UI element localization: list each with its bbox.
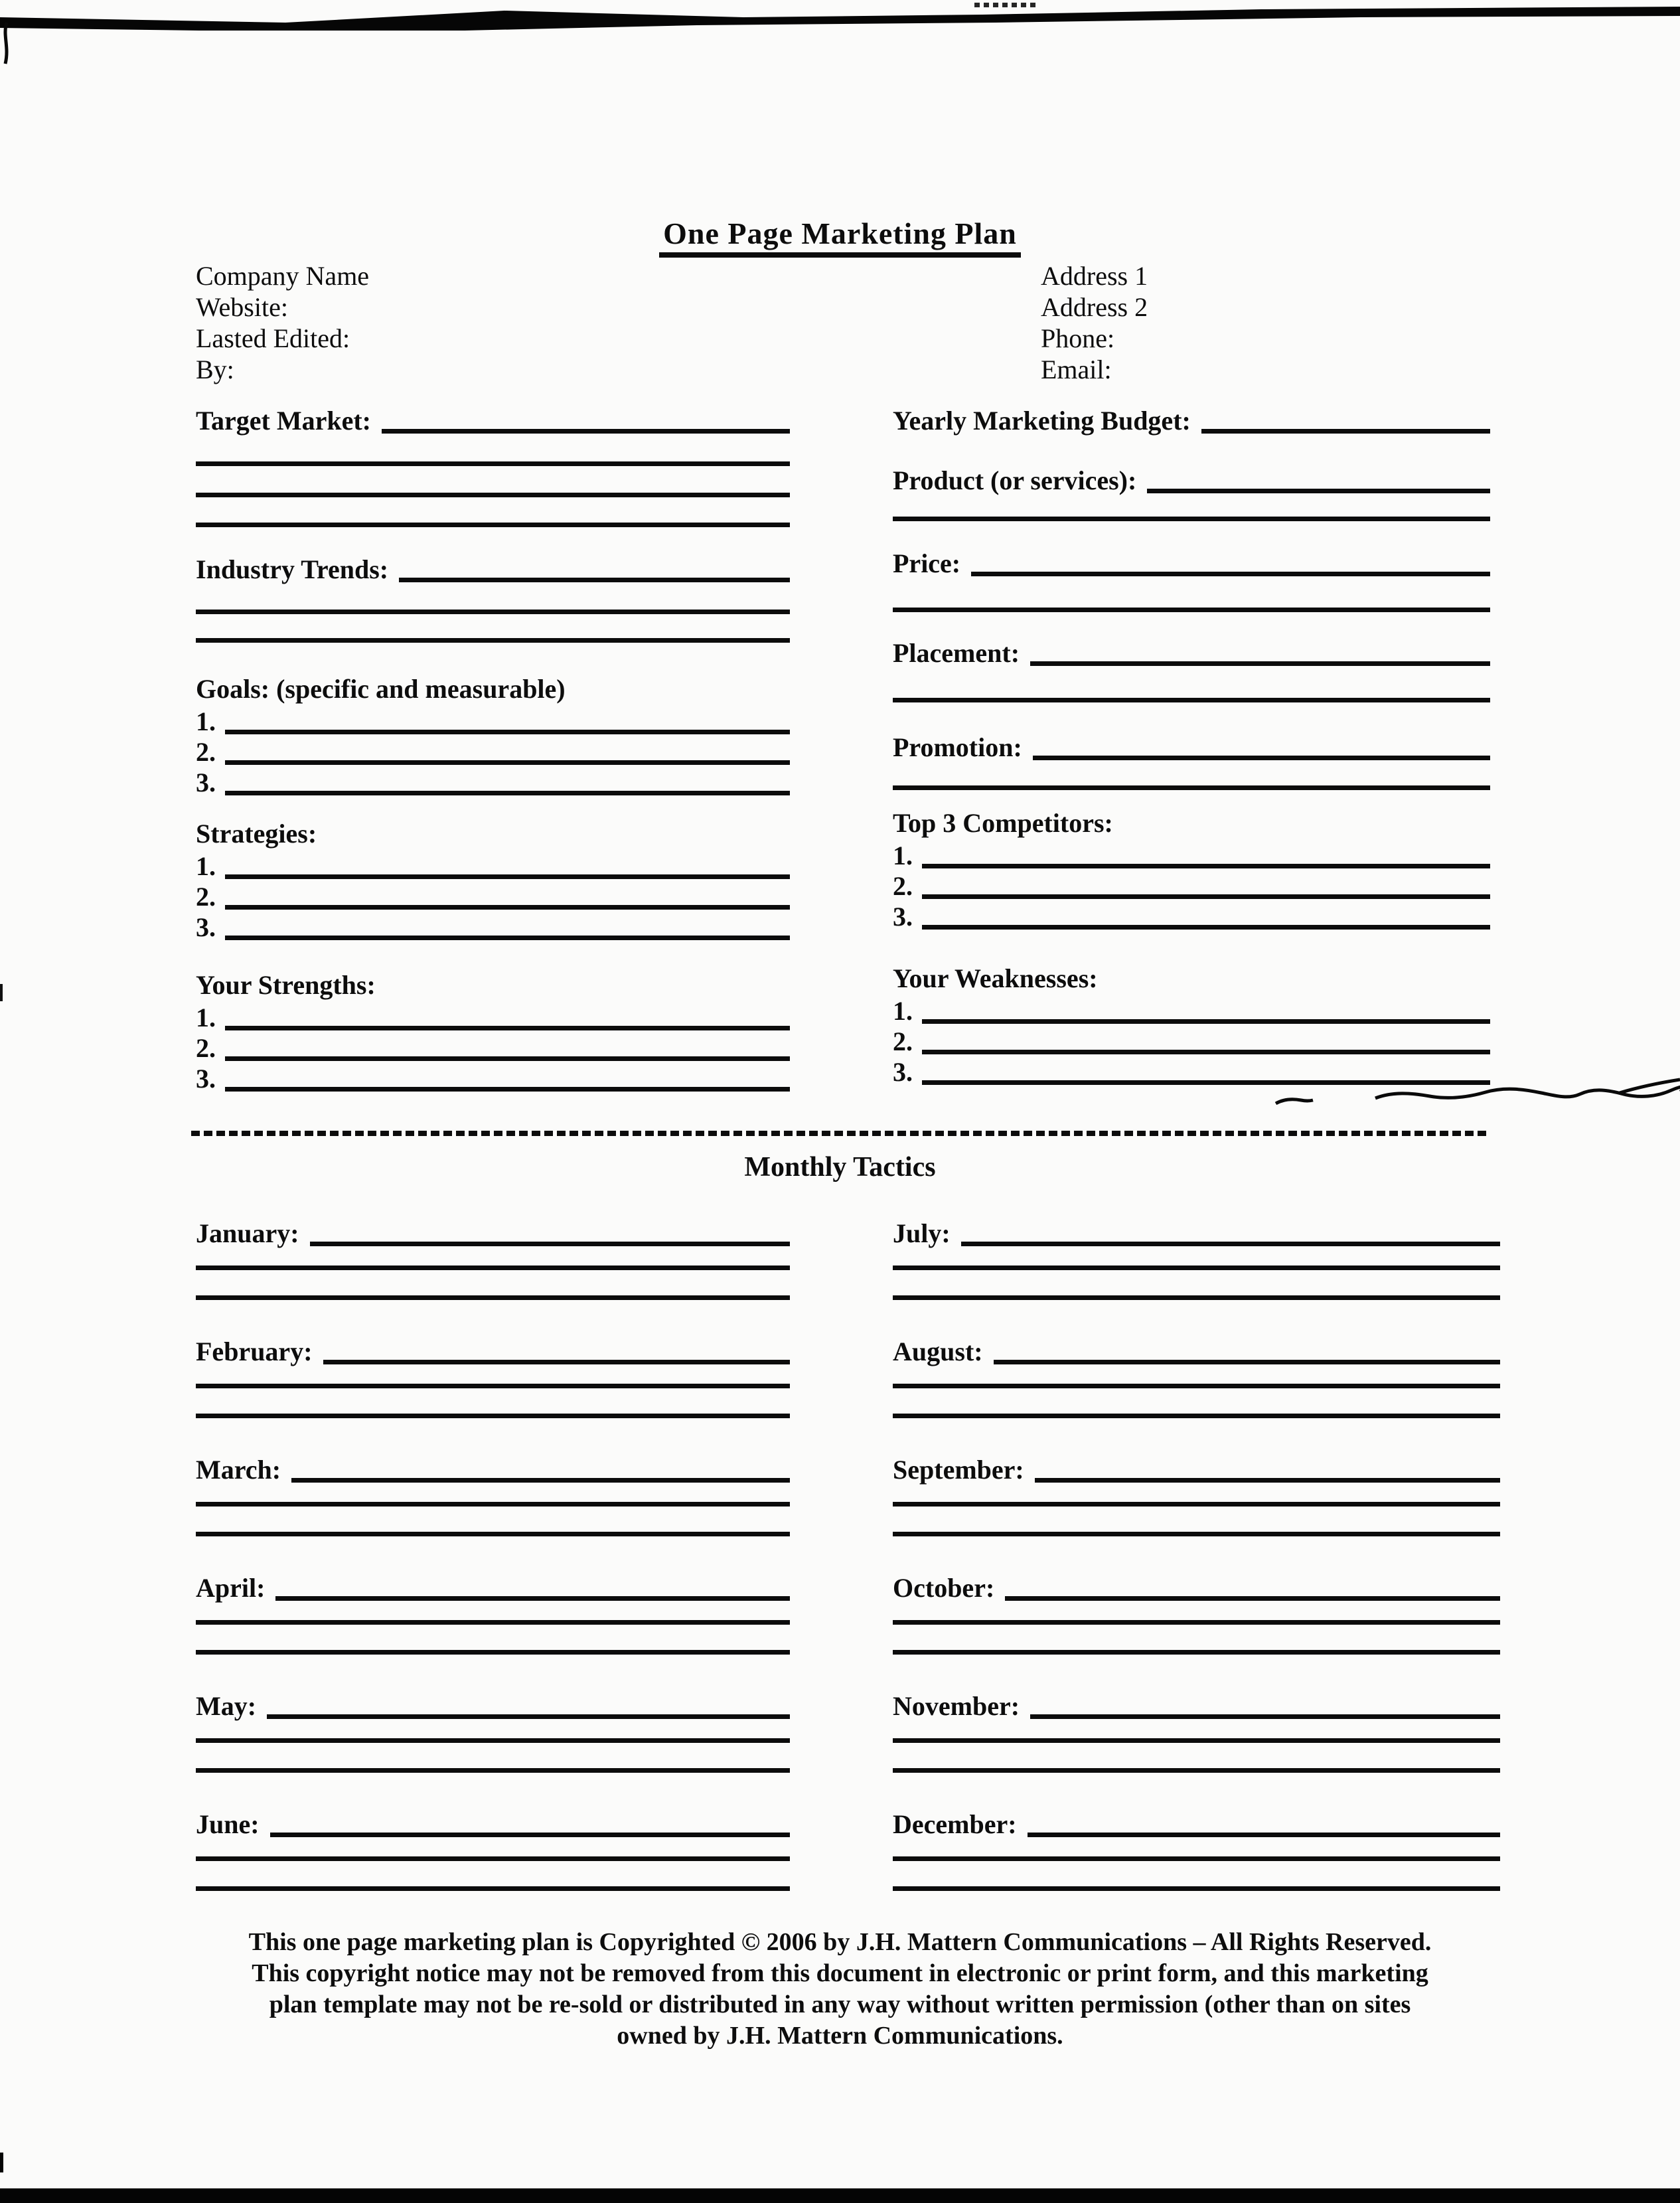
- blank-line: [893, 1485, 1500, 1507]
- strategies-heading: Strategies:: [196, 819, 317, 849]
- placement-label: Placement:: [893, 638, 1020, 668]
- month-block-july: [893, 1208, 1500, 1327]
- blank-line: [1005, 1596, 1500, 1601]
- bottom-edge-scan-tick: [0, 2153, 3, 2172]
- goal-item-row: [196, 766, 790, 797]
- strength-item-row: [196, 1062, 790, 1093]
- copyright-line: This one page marketing plan is Copyrighted © 2006 by J.H. Mattern Communications – All Rights Reserved.: [248, 1928, 1432, 1956]
- address1-label: Address 1: [1041, 261, 1148, 291]
- blank-line: [893, 1388, 1500, 1418]
- blank-line: [291, 1478, 790, 1483]
- company-info-block: [196, 260, 369, 385]
- month-block-february: [196, 1327, 790, 1445]
- blank-line: [225, 936, 790, 940]
- weakness-item-row: [893, 995, 1490, 1025]
- month-label: June:: [196, 1809, 260, 1839]
- blank-line: [196, 436, 790, 466]
- blank-line: [382, 429, 790, 434]
- blank-line: [893, 1861, 1500, 1891]
- blank-line: [1028, 1833, 1500, 1837]
- copyright-line: owned by J.H. Mattern Communications.: [617, 2022, 1063, 2050]
- month-label: November:: [893, 1691, 1020, 1721]
- last-edited-label: Lasted Edited:: [196, 323, 350, 353]
- blank-line: [196, 1507, 790, 1536]
- top-center-smudge-artifact: [974, 3, 1038, 7]
- month-label: September:: [893, 1455, 1024, 1485]
- blank-line: [196, 614, 790, 643]
- form-column-left: [196, 398, 790, 1093]
- blank-line: [196, 1248, 790, 1270]
- item-number: 3.: [196, 768, 216, 797]
- dashed-divider: [191, 1131, 1490, 1136]
- goal-item-row: [196, 736, 790, 766]
- yearly-budget-label: Yearly Marketing Budget:: [893, 406, 1191, 436]
- blank-line: [1030, 1714, 1500, 1719]
- competitor-item-row: [893, 870, 1490, 900]
- item-number: 3.: [196, 912, 216, 942]
- month-label: March:: [196, 1455, 281, 1485]
- item-number: 2.: [196, 1033, 216, 1063]
- blank-line: [1030, 661, 1490, 666]
- strength-item-row: [196, 1001, 790, 1032]
- blank-line: [994, 1360, 1500, 1364]
- blank-line: [196, 497, 790, 527]
- blank-line: [270, 1833, 790, 1837]
- competitors-heading: Top 3 Competitors:: [893, 808, 1113, 838]
- copyright-line: plan template may not be re-sold or distributed in any way without written permission (other than on sites: [269, 1991, 1411, 2018]
- strategy-item-row: [196, 880, 790, 911]
- blank-line: [922, 1019, 1490, 1024]
- item-number: 1.: [196, 851, 216, 881]
- form-column-right: [893, 398, 1490, 1086]
- field-price: [893, 545, 1490, 578]
- blank-line: [196, 1603, 790, 1625]
- bottom-scan-bar: [0, 2188, 1680, 2203]
- blank-line: [399, 578, 790, 582]
- strength-item-row: [196, 1032, 790, 1062]
- monthly-tactics-heading: Monthly Tactics: [744, 1152, 936, 1183]
- industry-trends-label: Industry Trends:: [196, 554, 389, 584]
- website-label: Website:: [196, 292, 288, 322]
- blank-line: [225, 760, 790, 765]
- blank-line: [1033, 756, 1490, 760]
- blank-line: [267, 1714, 790, 1719]
- left-edge-scan-tick: [0, 984, 3, 1001]
- field-target-market: [196, 402, 790, 436]
- strategy-item-row: [196, 911, 790, 941]
- promotion-label: Promotion:: [893, 732, 1022, 762]
- blank-line: [1035, 1478, 1500, 1483]
- blank-line: [893, 495, 1490, 521]
- goal-item-row: [196, 705, 790, 736]
- blank-line: [196, 1485, 790, 1507]
- squiggle-scan-artifact: [1248, 1070, 1680, 1111]
- months-column-left: [196, 1208, 790, 1917]
- target-market-label: Target Market:: [196, 406, 371, 436]
- blank-line: [196, 1721, 790, 1743]
- blank-line: [196, 1743, 790, 1773]
- month-block-march: [196, 1445, 790, 1563]
- blank-line: [196, 584, 790, 614]
- blank-line: [922, 864, 1490, 868]
- blank-line: [275, 1596, 790, 1601]
- blank-line: [225, 791, 790, 795]
- blank-line: [196, 1366, 790, 1388]
- blank-line: [196, 1625, 790, 1655]
- blank-line: [196, 1388, 790, 1418]
- blank-line: [893, 1743, 1500, 1773]
- competitor-item-row: [893, 900, 1490, 931]
- month-label: July:: [893, 1218, 951, 1248]
- item-number: 2.: [196, 737, 216, 767]
- month-block-august: [893, 1327, 1500, 1445]
- blank-line: [893, 1507, 1500, 1536]
- blank-line: [893, 762, 1490, 790]
- blank-line: [1201, 429, 1490, 434]
- edited-by-label: By:: [196, 355, 234, 384]
- month-label: February:: [196, 1337, 313, 1366]
- months-column-right: [893, 1208, 1500, 1917]
- blank-line: [922, 925, 1490, 930]
- blank-line: [893, 578, 1490, 612]
- field-placement: [893, 635, 1490, 668]
- phone-label: Phone:: [1041, 323, 1115, 353]
- blank-line: [922, 894, 1490, 899]
- address2-label: Address 2: [1041, 292, 1148, 322]
- item-number: 3.: [893, 1057, 913, 1087]
- email-label: Email:: [1041, 355, 1112, 384]
- blank-line: [196, 1839, 790, 1861]
- item-number: 1.: [196, 706, 216, 736]
- blank-line: [893, 1366, 1500, 1388]
- field-promotion: [893, 729, 1490, 762]
- copyright-line: This copyright notice may not be removed from this document in electronic or print form, and this marketing: [252, 1959, 1428, 1987]
- goals-heading: Goals: (specific and measurable): [196, 674, 566, 704]
- item-number: 1.: [893, 841, 913, 870]
- month-label: August:: [893, 1337, 983, 1366]
- item-number: 1.: [196, 1003, 216, 1032]
- blank-line: [893, 668, 1490, 702]
- blank-line: [961, 1242, 1500, 1246]
- item-number: 2.: [893, 1026, 913, 1056]
- blank-line: [196, 466, 790, 497]
- copyright-notice: [0, 1927, 1680, 2052]
- blank-line: [893, 1603, 1500, 1625]
- page-title: One Page Marketing Plan: [659, 216, 1021, 258]
- blank-line: [893, 1625, 1500, 1655]
- strengths-heading: Your Strengths:: [196, 970, 376, 1000]
- blank-line: [893, 1721, 1500, 1743]
- blank-line: [196, 1861, 790, 1891]
- month-block-may: [196, 1681, 790, 1799]
- field-product: [893, 462, 1490, 495]
- blank-line: [893, 1839, 1500, 1861]
- month-label: October:: [893, 1573, 995, 1603]
- weaknesses-heading: Your Weaknesses:: [893, 963, 1098, 993]
- blank-line: [225, 1056, 790, 1061]
- monthly-tactics-grid: [196, 1208, 1500, 1917]
- item-number: 3.: [196, 1064, 216, 1094]
- blank-line: [323, 1360, 790, 1364]
- blank-line: [922, 1050, 1490, 1054]
- month-label: April:: [196, 1573, 266, 1603]
- month-block-june: [196, 1799, 790, 1917]
- item-number: 3.: [893, 902, 913, 932]
- strategy-item-row: [196, 850, 790, 880]
- field-yearly-budget: [893, 402, 1490, 436]
- company-name-label: Company Name: [196, 261, 370, 291]
- blank-line: [310, 1242, 790, 1246]
- month-block-november: [893, 1681, 1500, 1799]
- blank-line: [225, 905, 790, 910]
- month-block-december: [893, 1799, 1500, 1917]
- weakness-item-row: [893, 1025, 1490, 1056]
- blank-line: [1147, 489, 1490, 493]
- product-label: Product (or services):: [893, 465, 1137, 495]
- item-number: 2.: [893, 871, 913, 901]
- month-block-january: [196, 1208, 790, 1327]
- month-label: January:: [196, 1218, 299, 1248]
- competitor-item-row: [893, 839, 1490, 870]
- blank-line: [893, 1270, 1500, 1300]
- field-industry-trends: [196, 551, 790, 584]
- contact-info-block: [1041, 260, 1148, 385]
- month-block-april: [196, 1563, 790, 1681]
- price-label: Price:: [893, 548, 961, 578]
- month-label: May:: [196, 1691, 257, 1721]
- month-block-september: [893, 1445, 1500, 1563]
- top-scan-artifact: [0, 0, 1680, 66]
- item-number: 1.: [893, 996, 913, 1026]
- blank-line: [225, 1087, 790, 1092]
- blank-line: [225, 730, 790, 734]
- blank-line: [893, 1248, 1500, 1270]
- blank-line: [971, 572, 1490, 576]
- blank-line: [225, 874, 790, 879]
- blank-line: [225, 1026, 790, 1030]
- month-label: December:: [893, 1809, 1017, 1839]
- month-block-october: [893, 1563, 1500, 1681]
- item-number: 2.: [196, 882, 216, 912]
- blank-line: [196, 1270, 790, 1300]
